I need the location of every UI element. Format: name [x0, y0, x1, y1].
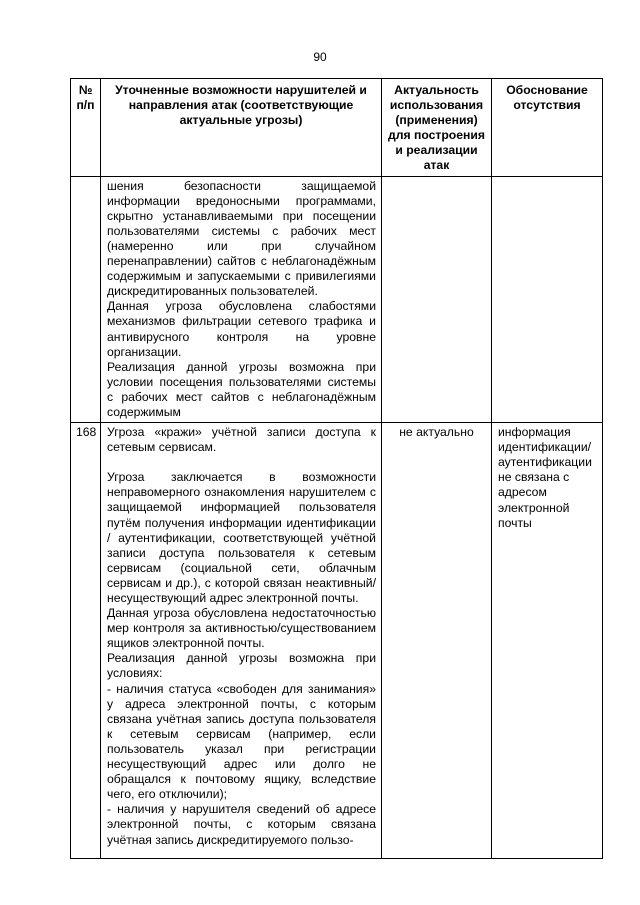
table-row	[71, 176, 603, 423]
header-reason: Обоснование отсутствия	[492, 79, 603, 177]
row-paragraph: Реализация данной угрозы возможна при условиях:	[107, 651, 376, 681]
row-description	[101, 423, 382, 859]
header-description: Уточненные возможности нарушителей и направления атак (соответствующие актуальные угрозы)	[101, 79, 382, 177]
header-actuality: Актуальность использования (применения) для построения и реализации атак	[382, 79, 492, 177]
row-actuality	[382, 176, 492, 423]
header-num: № п/п	[71, 79, 101, 177]
row-reason: информация идентификации/аутентификации не связана с адресом электронной почты	[492, 423, 603, 859]
row-paragraph: Реализация данной угрозы возможна при условии посещения пользователями системы с рабочих мест сайтов с неблагонадёжным содержимым	[107, 359, 376, 419]
row-num	[71, 176, 101, 423]
page-number: 90	[313, 50, 327, 64]
table-row	[71, 423, 603, 859]
row-num: 168	[71, 423, 101, 859]
row-actuality: не актуально	[382, 423, 492, 859]
row-paragraph: Данная угроза обусловлена слабостями механизмов фильтрации сетевого трафика и антивирусного контроля на уровне организации.	[107, 299, 376, 359]
row-description	[101, 176, 382, 423]
row-paragraph: Угроза «кражи» учётной записи доступа к сетевым сервисам.	[107, 425, 376, 455]
paragraph-gap	[107, 455, 376, 470]
table-header-row	[71, 79, 603, 177]
row-paragraph: - наличия статуса «свободен для занимания» у адреса электронной почты, с которым связана учётная запись доступа пользователя к сетевым сервисам (например, если пользователь указал при регистрации несуществующий адрес или долго не обращался к почтовому ящику, вследствие чего, его отключили);	[107, 681, 376, 802]
row-paragraph: шения безопасности защищаемой информации вредоносными программами, скрытно устанавливаемыми при посещении пользователями системы с рабочих мест (намеренно или при случайном перенаправлении) сайтов с неблагонадёжным содержимым и запускаемыми с привилегиями дискредитированных пользователей.	[107, 178, 376, 299]
row-paragraph: - наличия у нарушителя сведений об адресе электронной почты, с которым связана учётная запись дискредитируемого пользо-	[107, 802, 376, 847]
row-paragraph: Угроза заключается в возможности неправомерного ознакомления нарушителем с защищаемой информацией пользователя путём получения информации идентификации / аутентификации, соответствующей учётной записи доступа пользователя к сетевым сервисам (социальной сети, облачным сервисам и др.), с которой связан неактивный/несуществующий адрес электронной почты.	[107, 470, 376, 605]
row-paragraph: Данная угроза обусловлена недостаточностью мер контроля за активностью/существованием ящиков электронной почты.	[107, 606, 376, 651]
row-reason	[492, 176, 603, 423]
threats-table	[70, 78, 603, 859]
